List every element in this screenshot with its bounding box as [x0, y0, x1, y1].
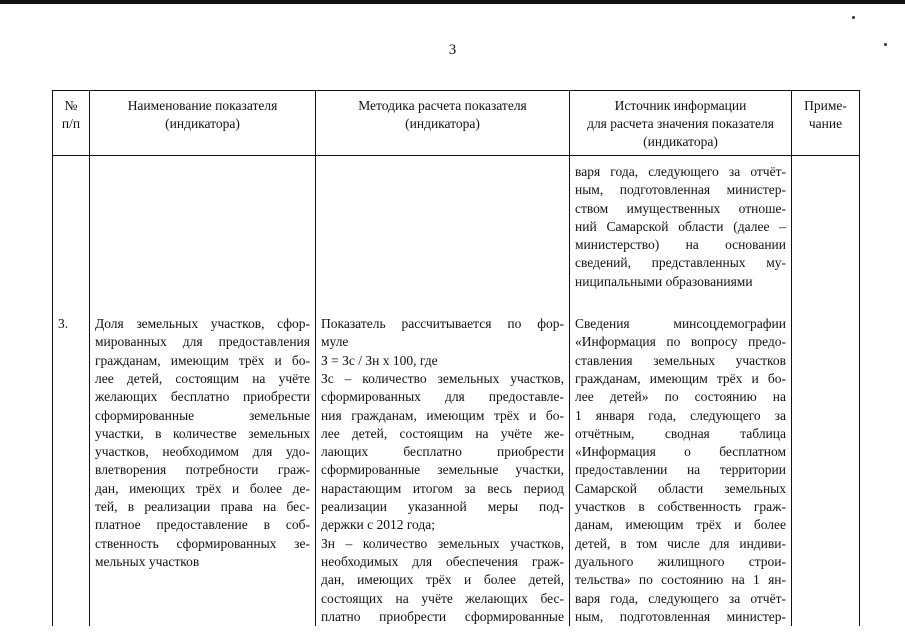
cell-note	[792, 156, 860, 316]
note-cell	[792, 315, 860, 626]
scan-top-edge	[0, 0, 905, 4]
text-line: дан, имеющих трёх и более детей,	[321, 572, 564, 588]
text-line: участков в собственность граж-	[575, 499, 786, 515]
text-line: предоставлении на территории	[575, 462, 786, 478]
text-line: З = Зс / Зн х 100, где	[321, 352, 438, 368]
text-line: участков, необходимом для удо-	[95, 444, 310, 460]
text-line: мированных для предоставления	[95, 334, 310, 350]
text-line: платное предоставление в соб-	[95, 517, 310, 533]
header-calculation-method: Методика расчета показателя (индикатора)	[316, 91, 570, 156]
text-line: ний Самарской области (далее –	[575, 218, 786, 234]
text-line: детей, в том числе для индиви-	[575, 535, 786, 551]
text-line: сведений, представленных му-	[575, 255, 786, 271]
row-number: 3.	[53, 315, 90, 626]
information-source-cell	[570, 315, 792, 626]
text-line: реализации указанной меры под-	[321, 499, 564, 515]
page-number: 3	[448, 42, 457, 58]
text-line: Зс – количество земельных участков,	[321, 370, 564, 386]
text-line: мельных участков	[95, 553, 200, 569]
text-line: лающих бесплатно приобрести	[321, 444, 564, 460]
table-row-3	[53, 315, 860, 626]
header-note: Приме- чание	[792, 91, 860, 156]
header-information-source: Источник информации для расчета значения показателя (индикатора)	[570, 91, 792, 156]
text-line: сформированные земельные участки,	[321, 462, 564, 478]
text-line: Самарской области земельных	[575, 480, 786, 496]
text-line: ным, подготовленная министер-	[575, 182, 786, 198]
text-line: ством имущественных отноше-	[575, 200, 786, 216]
cell-number	[53, 156, 90, 316]
text-line: гражданам, имеющим трёх и бо-	[95, 352, 310, 368]
text-line: желающих бесплатно приобрести	[95, 389, 310, 405]
text-line: ниципальными образованиями	[575, 273, 753, 289]
text-line: влетворения потребности граж-	[95, 462, 310, 478]
text-line: дан, имеющих трёх и более де-	[95, 480, 310, 496]
text-line: лее детей, состоящим на учёте	[95, 370, 310, 386]
text-line: Показатель рассчитывается по фор-	[321, 316, 564, 332]
text-line: ственность сформированных зе-	[95, 535, 310, 551]
text-line: «Информация о бесплатном	[575, 444, 786, 460]
text-line: нарастающим итогом за весь период	[321, 480, 564, 496]
text-line: министерство) на основании	[575, 237, 786, 253]
table-header-row	[53, 91, 860, 156]
text-line: сформированных для предоставле-	[321, 389, 564, 405]
text-line: Сведения минсоцдемографии	[575, 316, 786, 332]
text-line: ния гражданам, имеющим трёх и бо-	[321, 407, 564, 423]
scan-speck	[852, 16, 855, 19]
text-line: Доля земельных участков, сфор-	[95, 316, 310, 332]
indicator-table	[52, 90, 860, 626]
text-line: дуального жилищного строи-	[575, 553, 786, 569]
header-number: № п/п	[53, 91, 90, 156]
table-row-continued	[53, 156, 860, 316]
text-line: состоящих на учёте желающих бес-	[321, 590, 564, 606]
cell-method	[316, 156, 570, 316]
text-line: платно приобрести сформированные	[321, 608, 564, 624]
text-line: сформированные земельные	[95, 407, 310, 423]
cell-source	[570, 156, 792, 316]
text-line: держки с 2012 года;	[321, 517, 436, 533]
calculation-method-cell	[316, 315, 570, 626]
text-line: ставления земельных участков	[575, 352, 786, 368]
text-line: варя года, следующего за отчёт-	[575, 590, 786, 606]
text-line: данам, имеющим трёх и более	[575, 517, 786, 533]
text-line: необходимых для обеспечения граж-	[321, 553, 564, 569]
indicator-name-cell	[90, 315, 316, 626]
text-line: гражданам, имеющим трёх и бо-	[575, 370, 786, 386]
text-line: тей, в реализации права на бес-	[95, 499, 310, 515]
text-line: Зн – количество земельных участков,	[321, 535, 564, 551]
text-line: 1 января года, следующего за	[575, 407, 786, 423]
text-line: лее детей» по состоянию на	[575, 389, 786, 405]
text-line: участки, в количестве земельных	[95, 425, 310, 441]
text-line: муле	[321, 334, 349, 350]
text-line: отчётным, сводная таблица	[575, 425, 786, 441]
cell-name	[90, 156, 316, 316]
text-line: тельства» по состоянию на 1 ян-	[575, 572, 786, 588]
text-line: ным, подготовленная министер-	[575, 608, 786, 624]
text-line: «Информация по вопросу предо-	[575, 334, 786, 350]
text-line: лее детей, состоящим на учёте же-	[321, 425, 564, 441]
header-indicator-name: Наименование показателя (индикатора)	[90, 91, 316, 156]
text-line: варя года, следующего за отчёт-	[575, 164, 786, 179]
